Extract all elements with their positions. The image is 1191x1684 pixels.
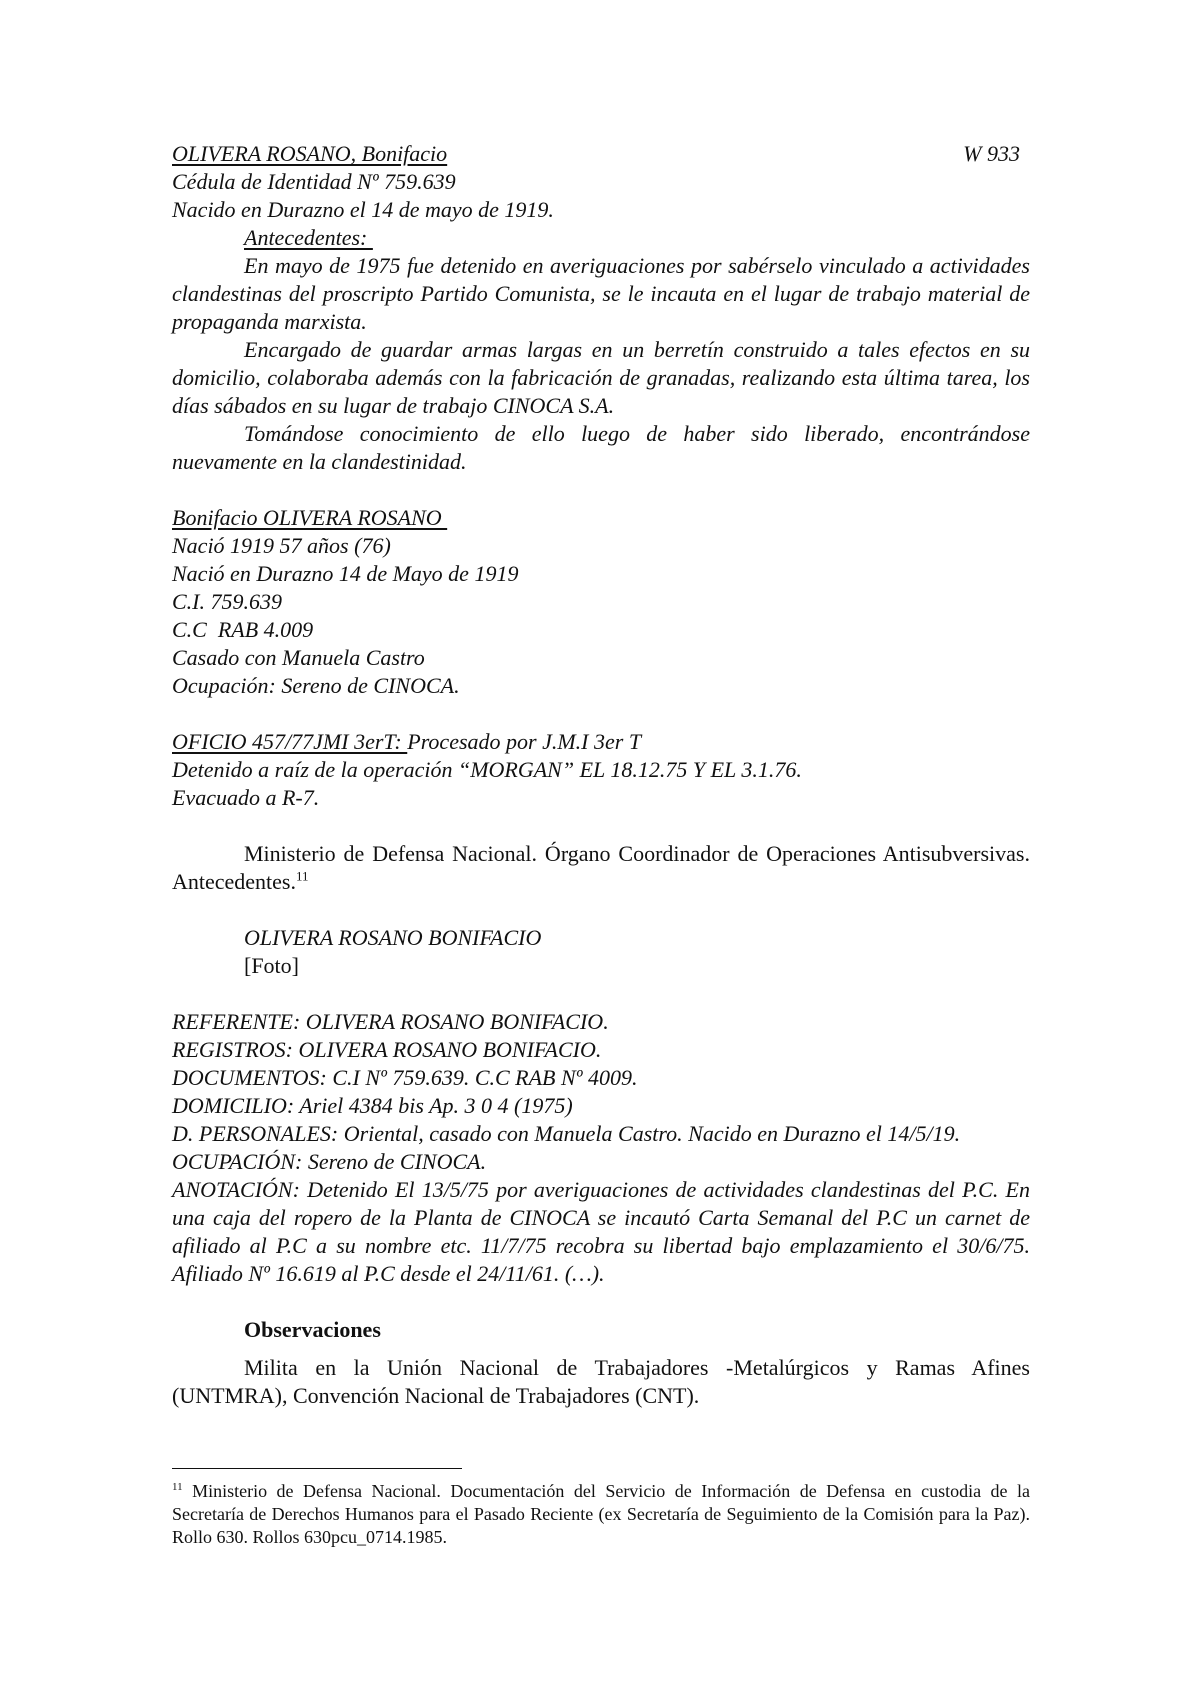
ministerio-name: OLIVERA ROSANO BONIFACIO [244,925,542,950]
oficio-text: Procesado por J.M.I 3er T [407,729,642,754]
document-page [172,140,1030,1410]
antecedentes-paragraph: En mayo de 1975 fue detenido en averiguaciones por sabérselo vinculado a actividades clandestinas del proscripto Partido Comunista, se le incauta en el lugar de trabajo material de propaganda marxista. [172,253,1030,334]
cedula-line: Cédula de Identidad Nº 759.639 [172,169,456,194]
observaciones-title: Observaciones [244,1317,381,1342]
oficio-label: OFICIO 457/77JMI 3erT: [172,729,408,754]
observaciones-text: Milita en la Unión Nacional de Trabajadores -Metalúrgicos y Ramas Afines (UNTMRA), Convención Nacional de Trabajadores (CNT). [172,1355,1030,1408]
footnote-ref[interactable]: 11 [296,868,309,884]
photo-placeholder: [Foto] [244,953,299,978]
record-header [172,140,1030,168]
ficha-line: Nació 1919 57 años (76) [172,533,391,558]
antecedentes-label: Antecedentes: [244,225,373,250]
ficha-line: Ocupación: Sereno de CINOCA. [172,673,460,698]
registro-anotacion: ANOTACIÓN: Detenido El 13/5/75 por averiguaciones de actividades clandestinas del P.C. En una caja del ropero de la Planta de CINOCA se incautó Carta Semanal del P.C un carnet de afiliado al P.C a su nombre etc. 11/7/75 recobra su libertad bajo emplazamiento el 30/6/75. Afiliado Nº 16.619 al P.C desde el 24/11/61. (…). [172,1177,1030,1286]
footnote-number: 11 [172,1481,183,1493]
registro-line: D. PERSONALES: Oriental, casado con Manuela Castro. Nacido en Durazno el 14/5/19. [172,1121,961,1146]
ficha-line: Nació en Durazno 14 de Mayo de 1919 [172,561,519,586]
oficio-detail: Detenido a raíz de la operación “MORGAN” EL 18.12.75 Y EL 3.1.76. [172,757,802,782]
registro-line: DOMICILIO: Ariel 4384 bis Ap. 3 0 4 (1975) [172,1093,573,1118]
registro-line: DOCUMENTOS: C.I Nº 759.639. C.C RAB Nº 4009. [172,1065,638,1090]
person-name: OLIVERA ROSANO, Bonifacio [172,141,448,166]
ficha-line: C.I. 759.639 [172,589,282,614]
record-code: W 933 [963,141,1020,166]
registro-line: REFERENTE: OLIVERA ROSANO BONIFACIO. [172,1009,609,1034]
ficha-line: Casado con Manuela Castro [172,645,425,670]
registro-line: REGISTROS: OLIVERA ROSANO BONIFACIO. [172,1037,602,1062]
ficha-title: Bonifacio OLIVERA ROSANO [172,505,448,530]
registro-line: OCUPACIÓN: Sereno de CINOCA. [172,1149,487,1174]
footnote [172,1480,1030,1549]
oficio-detail: Evacuado a R-7. [172,785,320,810]
ficha-line: C.C RAB 4.009 [172,617,314,642]
antecedentes-paragraph: Encargado de guardar armas largas en un berretín construido a tales efectos en su domicilio, colaboraba además con la fabricación de granadas, realizando esta última tarea, los días sábados en su lugar de trabajo CINOCA S.A. [172,337,1030,418]
footnote-text: Ministerio de Defensa Nacional. Documentación del Servicio de Información de Defensa en custodia de la Secretaría de Derechos Humanos para el Pasado Reciente (ex Secretaría de Seguimiento de la Comisión para la Paz). Rollo 630. Rollos 630pcu_0714.1985. [172,1481,1030,1547]
footnote-separator [172,1468,462,1469]
oficio-line [172,728,1030,756]
birth-line: Nacido en Durazno el 14 de mayo de 1919. [172,197,554,222]
antecedentes-paragraph: Tomándose conocimiento de ello luego de haber sido liberado, encontrándose nuevamente en la clandestinidad. [172,421,1030,474]
ministerio-paragraph: Ministerio de Defensa Nacional. Órgano Coordinador de Operaciones Antisubversivas. Antecedentes.$^{11}$ [172,841,1030,894]
